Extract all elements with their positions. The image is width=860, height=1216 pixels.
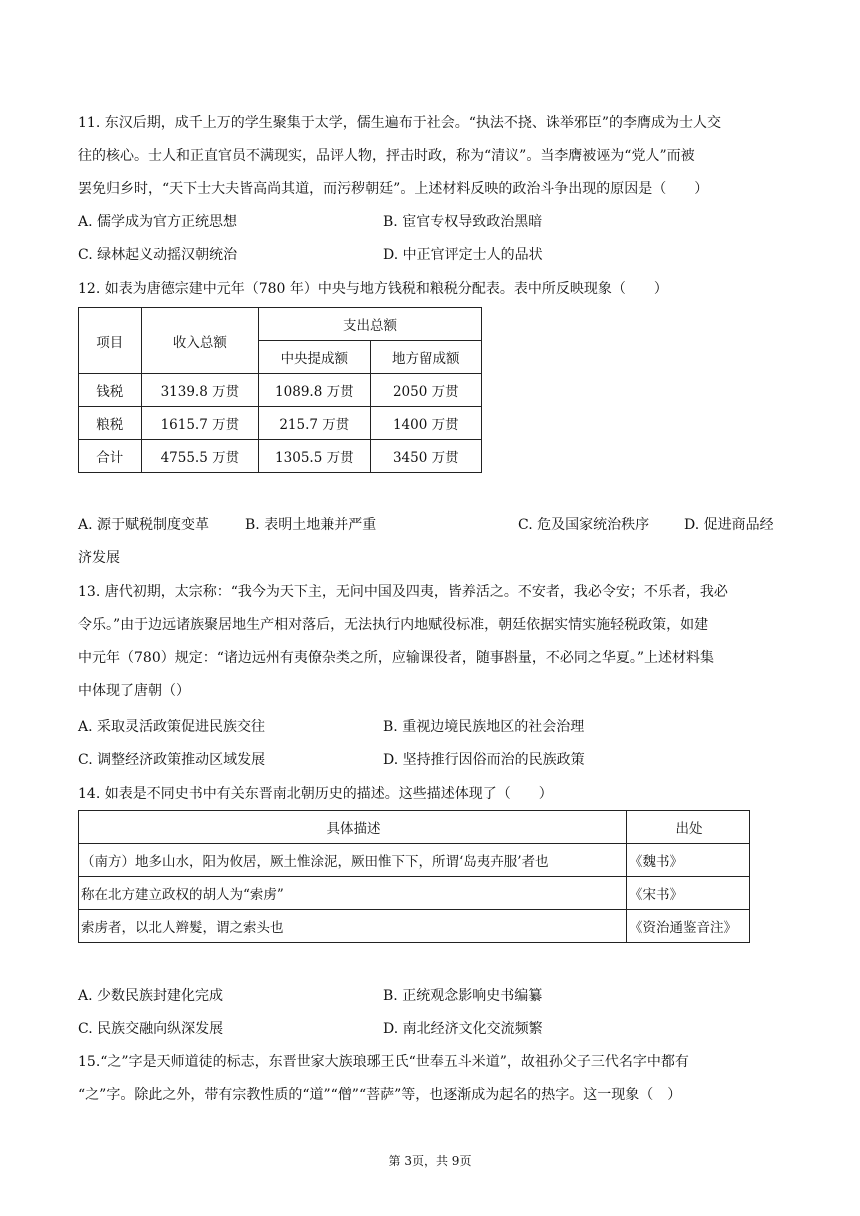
q14-stem: 14. 如表是不同史书中有关东晋南北朝历史的描述。这些描述体现了（ ） xyxy=(78,786,553,802)
q12-option-d[interactable]: D. 促进商品经 xyxy=(684,517,774,533)
q13-stem-line-1: 13. 唐代初期，太宗称：“我今为天下主，无问中国及四夷，皆养活之。不安者，我必令安；不乐者，我必 xyxy=(78,584,728,600)
q11-option-b[interactable]: B. 宦官专权导致政治黑暗 xyxy=(383,214,543,230)
q11-option-a[interactable]: A. 儒学成为官方正统思想 xyxy=(78,214,238,230)
table-header-local: 地方留成额 xyxy=(370,341,481,374)
q11-stem-line-3: 罢免归乡时，“天下士大夫皆高尚其道，而污秽朝廷”。上述材料反映的政治斗争出现的原因是（ ） xyxy=(78,181,709,197)
q14-option-b[interactable]: B. 正统观念影响史书编纂 xyxy=(383,988,543,1004)
table-cell: 1089.8 万贯 xyxy=(259,374,371,407)
q15-stem-line-2: “之”字。除此之外，带有宗教性质的“道”“僧”“菩萨”等，也逐渐成为起名的热字。这一现象（ ） xyxy=(78,1087,682,1103)
q13-stem-line-4: 中体现了唐朝（） xyxy=(78,683,190,699)
table-header-source: 出处 xyxy=(627,811,750,844)
q14-history-table xyxy=(78,810,750,943)
q13-stem-line-3: 中元年（780）规定：“诸边远州有夷僚杂类之所，应输课役者，随事斟量，不必同之华夏。”上述材料集 xyxy=(78,650,715,666)
table-row xyxy=(79,374,482,407)
q14-option-d[interactable]: D. 南北经济文化交流频繁 xyxy=(383,1021,543,1037)
table-row xyxy=(79,440,482,473)
table-cell: 1305.5 万贯 xyxy=(259,440,371,473)
q13-option-c[interactable]: C. 调整经济政策推动区域发展 xyxy=(78,752,266,768)
q15-stem-line-1: 15.“之”字是天师道徒的标志，东晋世家大族琅琊王氏“世奉五斗米道”，故祖孙父子三代名字中都有 xyxy=(78,1054,689,1070)
q12-stem: 12. 如表为唐德宗建中元年（780 年）中央与地方钱税和粮税分配表。表中所反映现象（ ） xyxy=(78,281,668,297)
table-cell: 索虏者，以北人辫髮，谓之索头也 xyxy=(79,910,627,943)
table-cell: 3139.8 万贯 xyxy=(141,374,258,407)
table-header-item: 项目 xyxy=(79,308,142,374)
q12-option-c[interactable]: C. 危及国家统治秩序 xyxy=(518,517,650,533)
table-cell: 1400 万贯 xyxy=(370,407,481,440)
table-row xyxy=(79,844,750,877)
table-row xyxy=(79,407,482,440)
q12-option-d-continued: 济发展 xyxy=(78,550,120,566)
q14-option-a[interactable]: A. 少数民族封建化完成 xyxy=(78,988,224,1004)
q13-option-b[interactable]: B. 重视边境民族地区的社会治理 xyxy=(383,719,585,735)
table-cell: 钱税 xyxy=(79,374,142,407)
page-footer: 第 3页，共 9页 xyxy=(388,1154,472,1168)
table-cell: 2050 万贯 xyxy=(370,374,481,407)
table-cell: 215.7 万贯 xyxy=(259,407,371,440)
table-cell: 1615.7 万贯 xyxy=(141,407,258,440)
table-header-central: 中央提成额 xyxy=(259,341,371,374)
table-header-expense: 支出总额 xyxy=(259,308,482,341)
q12-option-a[interactable]: A. 源于赋税制度变革 xyxy=(78,517,210,533)
q13-stem-line-2: 令乐。”由于边远诸族聚居地生产相对落后，无法执行内地赋役标准，朝廷依据实情实施轻税政策，如建 xyxy=(78,617,709,633)
q11-stem-line-2: 往的核心。士人和正直官员不满现实，品评人物，抨击时政，称为“清议”。当李膺被诬为“党人”而被 xyxy=(78,148,695,164)
table-header-income: 收入总额 xyxy=(141,308,258,374)
q12-tax-table xyxy=(78,307,482,473)
table-cell: 《资治通鉴音注》 xyxy=(627,910,750,943)
q14-option-c[interactable]: C. 民族交融向纵深发展 xyxy=(78,1021,224,1037)
q11-option-c[interactable]: C. 绿林起义动摇汉朝统治 xyxy=(78,247,238,263)
q13-option-d[interactable]: D. 坚持推行因俗而治的民族政策 xyxy=(383,752,585,768)
q11-option-d[interactable]: D. 中正官评定士人的品状 xyxy=(383,247,543,263)
table-cell: 4755.5 万贯 xyxy=(141,440,258,473)
table-header-description: 具体描述 xyxy=(79,811,627,844)
q11-stem-line-1: 11. 东汉后期，成千上万的学生聚集于太学，儒生遍布于社会。“执法不挠、诛举邪臣”的李膺成为士人交 xyxy=(78,115,722,131)
table-cell: 《魏书》 xyxy=(627,844,750,877)
table-cell: （南方）地多山水，阳为攸居，厥土惟涂泥，厥田惟下下，所谓‘岛夷卉服’者也 xyxy=(79,844,627,877)
table-cell: 称在北方建立政权的胡人为“索虏” xyxy=(79,877,627,910)
table-cell: 《宋书》 xyxy=(627,877,750,910)
q13-option-a[interactable]: A. 采取灵活政策促进民族交往 xyxy=(78,719,266,735)
table-cell: 3450 万贯 xyxy=(370,440,481,473)
table-row xyxy=(79,910,750,943)
q12-option-b[interactable]: B. 表明土地兼并严重 xyxy=(245,517,377,533)
table-row xyxy=(79,877,750,910)
table-cell: 粮税 xyxy=(79,407,142,440)
table-cell: 合计 xyxy=(79,440,142,473)
